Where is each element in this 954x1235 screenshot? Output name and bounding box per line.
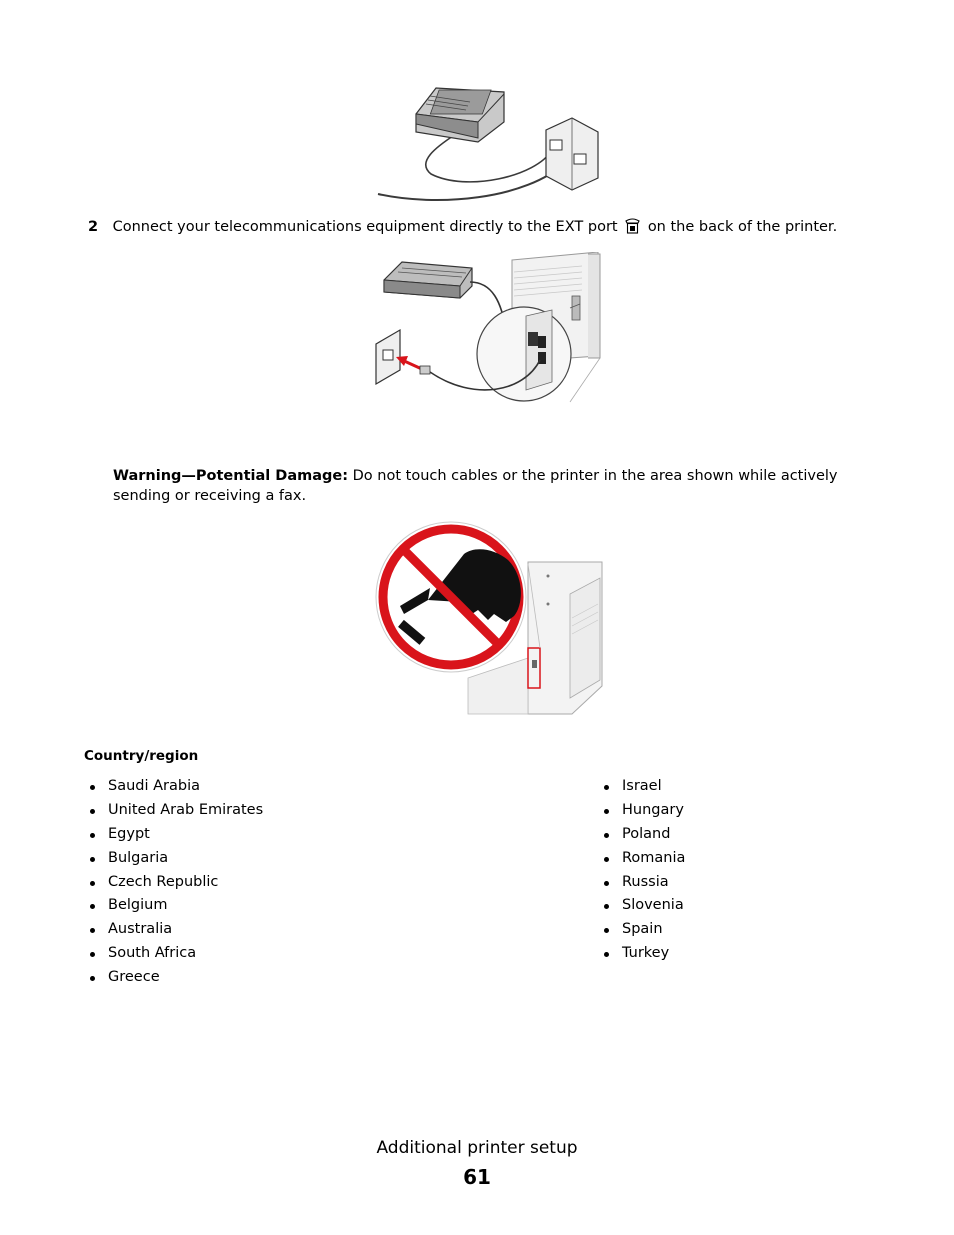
list-item: Belgium: [85, 894, 263, 918]
warning-note: [113, 466, 883, 506]
step-text-after: on the back of the printer.: [647, 219, 838, 235]
warning-text: Do not touch cables or the printer in the area shown while actively sending or receiving a fax.: [113, 468, 838, 504]
list-item: South Africa: [85, 942, 263, 966]
list-item: Turkey: [599, 942, 685, 966]
list-item: United Arab Emirates: [85, 799, 263, 823]
list-item: Egypt: [85, 823, 263, 847]
ext-port-icon: [625, 218, 640, 234]
list-item: Russia: [599, 871, 685, 895]
list-item: Czech Republic: [85, 871, 263, 895]
country-list-right: [599, 775, 685, 966]
list-item: Bulgaria: [85, 847, 263, 871]
list-item: Hungary: [599, 799, 685, 823]
footer-section-title: Additional printer setup: [376, 1138, 578, 1158]
list-item: Romania: [599, 847, 685, 871]
list-item: Greece: [85, 966, 263, 990]
list-item: Australia: [85, 918, 263, 942]
list-item: Slovenia: [599, 894, 685, 918]
do-not-touch-illustration: [374, 518, 606, 732]
ext-port-connection-illustration: [374, 252, 606, 452]
list-item: Poland: [599, 823, 685, 847]
instruction-step: [88, 217, 908, 237]
country-list-left: [85, 775, 263, 990]
list-item: Saudi Arabia: [85, 775, 263, 799]
warning-label: Warning—Potential Damage:: [113, 468, 349, 484]
step-number: 2: [88, 219, 99, 235]
list-item: Israel: [599, 775, 685, 799]
country-region-heading: Country/region: [84, 748, 199, 764]
step-text-before: Connect your telecommunications equipment directly to the EXT port: [112, 219, 618, 235]
phone-to-wall-jack-illustration: [376, 82, 606, 207]
page-number: 61: [463, 1165, 491, 1189]
list-item: Spain: [599, 918, 685, 942]
